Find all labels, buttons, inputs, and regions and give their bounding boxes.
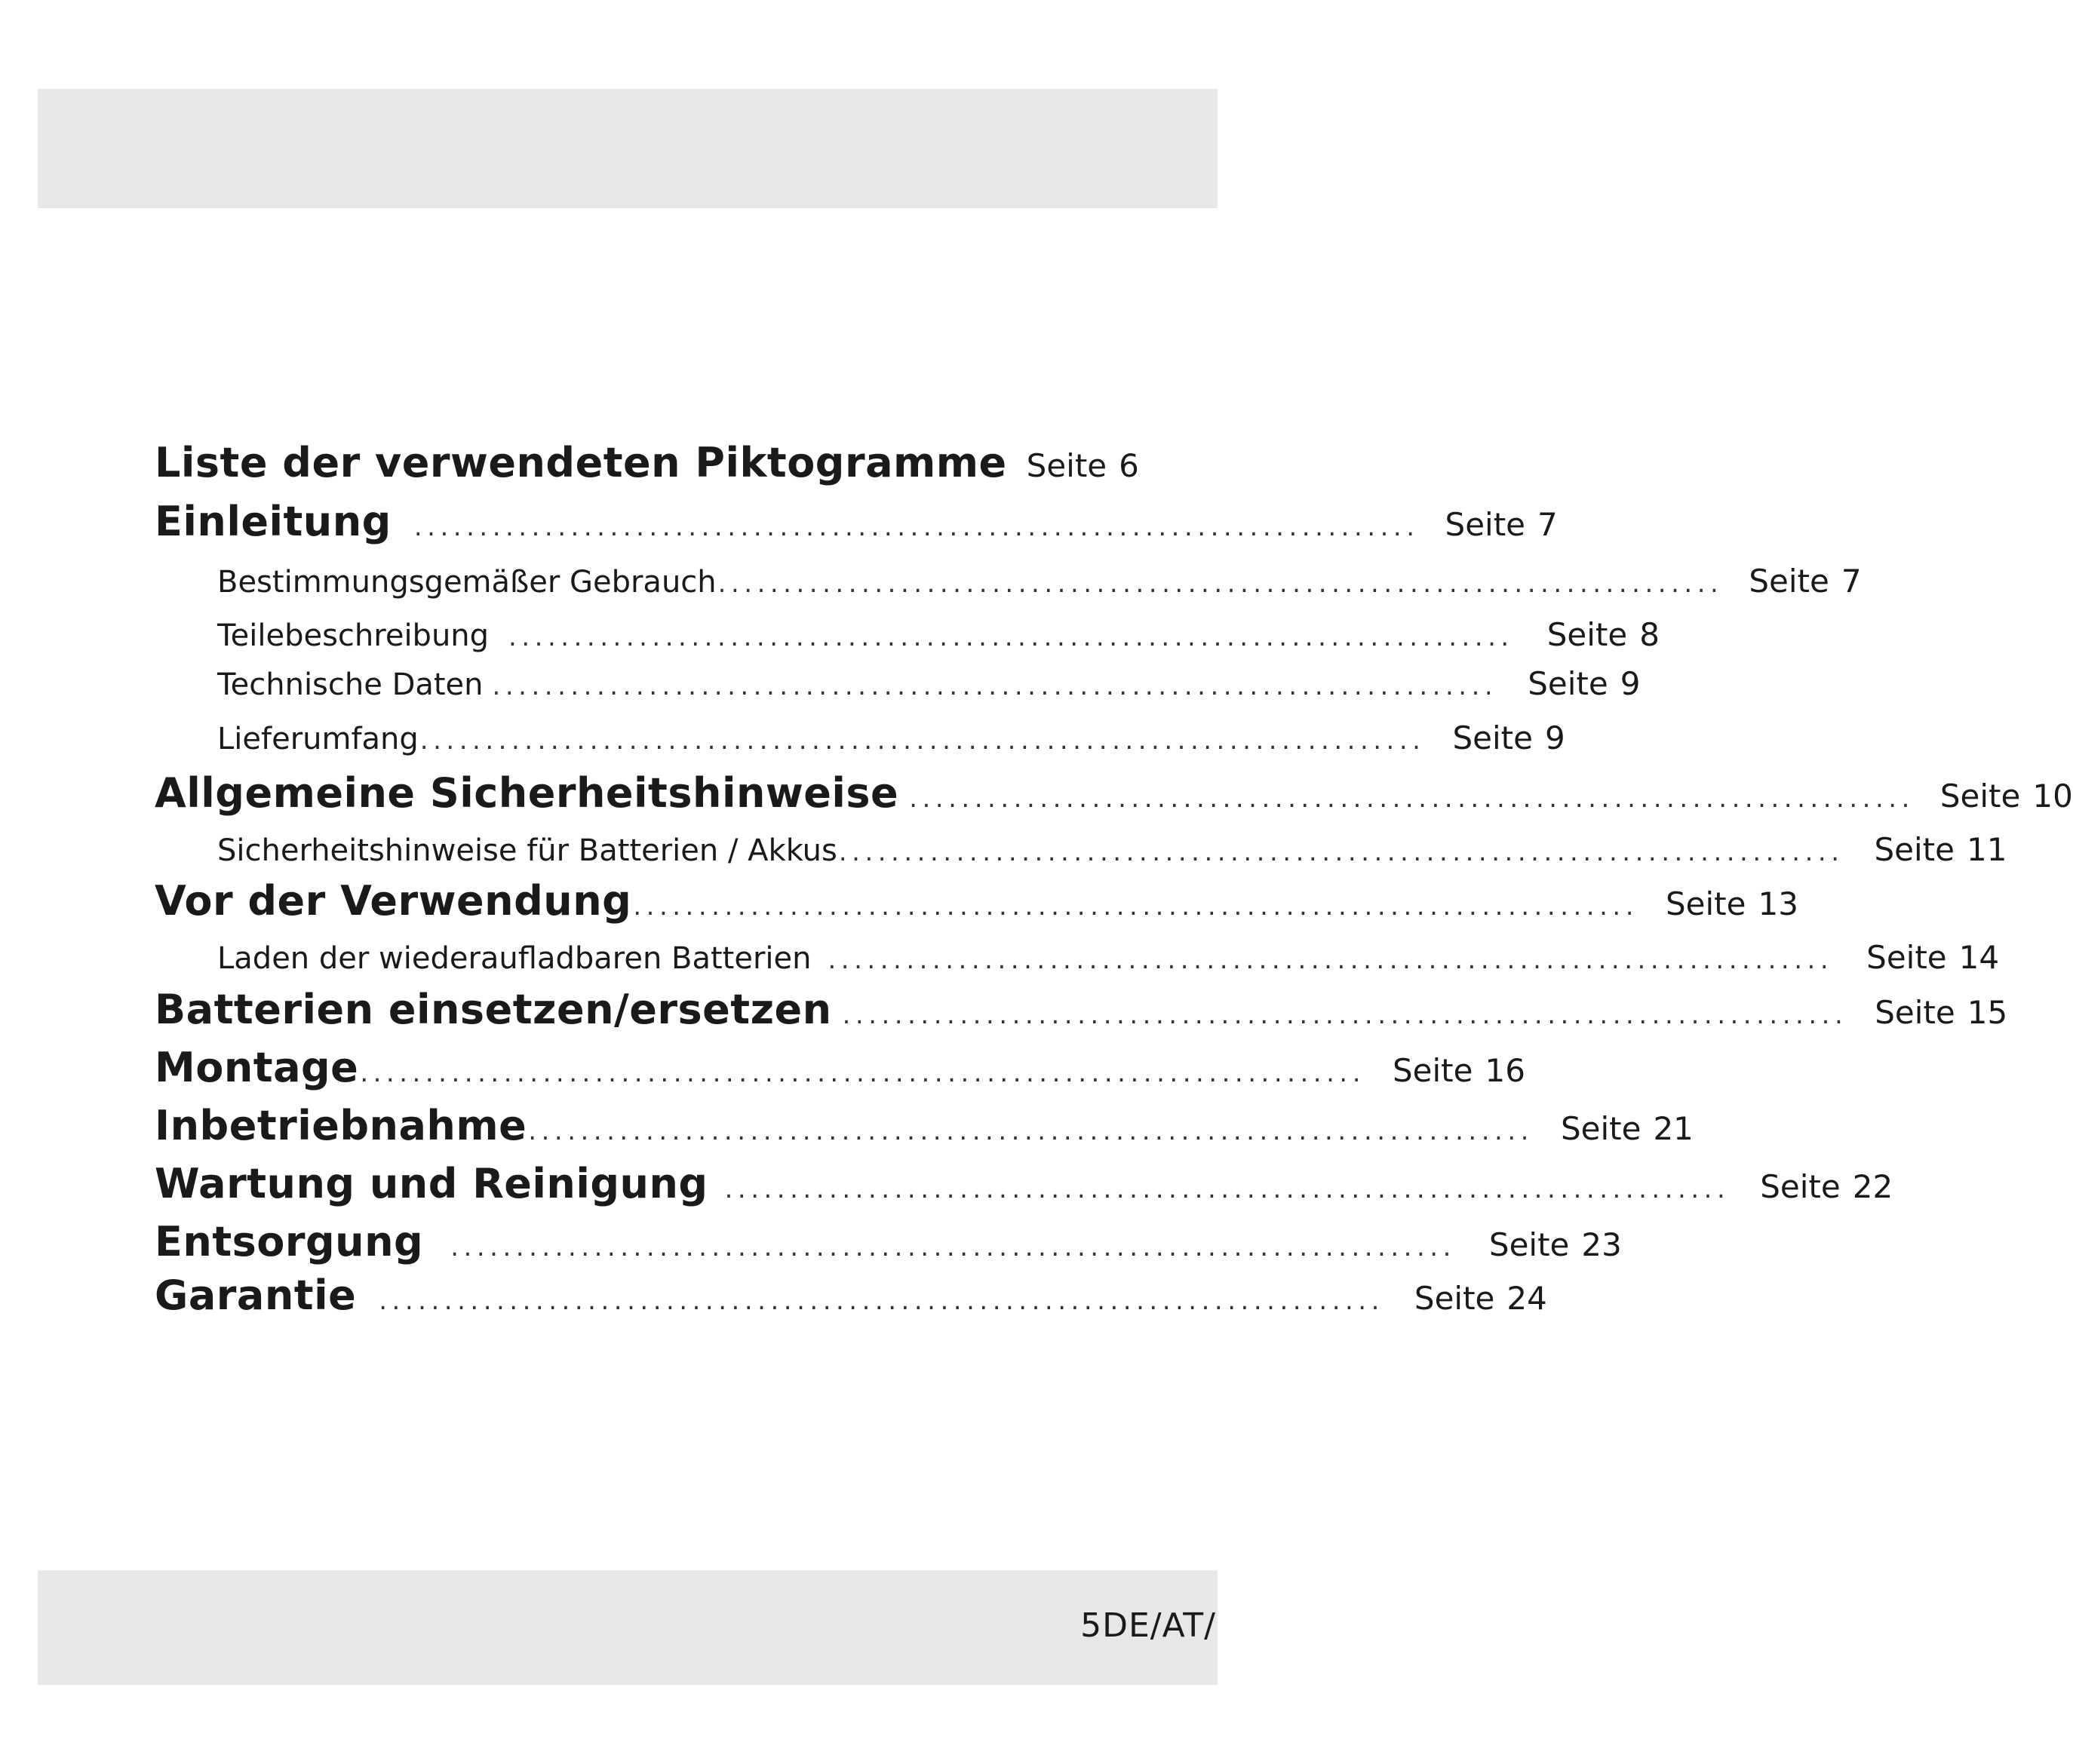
- toc-entry-title: Liste der verwendeten Piktogramme: [155, 439, 1007, 486]
- toc-entry-page: 9: [1620, 665, 1641, 702]
- toc-entry-sicherheitshinweise[interactable]: [155, 769, 2073, 817]
- toc-entry-title: Garantie: [155, 1272, 357, 1319]
- toc-entry-title: Batterien einsetzen/ersetzen: [155, 986, 832, 1033]
- toc-entry-seite: Seite: [1546, 616, 1628, 653]
- toc-entry-page: 10: [2032, 778, 2073, 815]
- toc-entry-page: 22: [1852, 1168, 1893, 1205]
- toc-entry-title: Allgemeine Sicherheitshinweise: [155, 769, 899, 817]
- toc-entry-seite: Seite: [1760, 1168, 1841, 1205]
- toc-entry-page: 9: [1544, 719, 1565, 756]
- toc-entry-lieferumfang[interactable]: [217, 719, 1565, 756]
- dot-leader: .............................................................................: [842, 1000, 1848, 1030]
- toc-entry-page: 23: [1581, 1226, 1622, 1263]
- toc-entry-seite: Seite: [1488, 1226, 1570, 1263]
- toc-entry-seite: Seite: [1866, 939, 1947, 976]
- toc-entry-title: Inbetriebnahme: [155, 1102, 527, 1149]
- toc-entry-page: 21: [1653, 1110, 1694, 1147]
- toc-entry-einleitung[interactable]: [155, 498, 1558, 545]
- dot-leader: .............................................................................: [508, 622, 1514, 652]
- dot-leader: .............................................................................: [419, 726, 1426, 756]
- toc-entry-title: Vor der Verwendung: [155, 877, 632, 925]
- dot-leader: .............................................................................: [838, 837, 1844, 867]
- toc-entry-page: 14: [1958, 939, 2000, 976]
- toc-entry-montage[interactable]: [155, 1044, 1525, 1091]
- dot-leader: .............................................................................: [909, 784, 1915, 814]
- toc-entry-page: 7: [1537, 506, 1558, 543]
- toc-entry-page: 13: [1758, 885, 1798, 922]
- toc-entry-page: 24: [1506, 1280, 1547, 1317]
- toc-entry-title: Lieferumfang: [217, 722, 419, 756]
- toc-entry-piktogramme[interactable]: [155, 439, 1139, 486]
- toc-entry-seite: Seite: [1393, 1052, 1473, 1089]
- toc-entry-seite: Seite: [1560, 1110, 1642, 1147]
- dot-leader: .............................................................................: [633, 891, 1639, 922]
- toc-entry-technische-daten[interactable]: [217, 665, 1641, 702]
- toc-entry-inbetriebnahme[interactable]: [155, 1102, 1694, 1149]
- toc-entry-page: 6: [1119, 447, 1139, 484]
- dot-leader: .............................................................................: [828, 945, 1834, 975]
- toc-entry-vor-der-verwendung[interactable]: [155, 877, 1798, 925]
- toc-entry-seite: Seite: [1874, 831, 1955, 868]
- dot-leader: .............................................................................: [717, 569, 1724, 599]
- toc-entry-title: Einleitung: [155, 498, 392, 545]
- toc-entry-seite: Seite: [1875, 994, 1955, 1031]
- toc-entry-seite: Seite: [1026, 447, 1107, 484]
- toc-entry-page: 8: [1639, 616, 1660, 653]
- toc-entry-page: 16: [1485, 1052, 1525, 1089]
- footer-band: [38, 1570, 1218, 1685]
- dot-leader: .............................................................................: [450, 1232, 1456, 1262]
- toc-entry-page: 15: [1967, 994, 2008, 1031]
- toc-entry-title: Wartung und Reinigung: [155, 1160, 708, 1207]
- dot-leader: .............................................................................: [379, 1286, 1384, 1316]
- page-number: 5DE/AT/: [1080, 1606, 1216, 1645]
- toc-entry-title: Teilebeschreibung: [217, 618, 490, 653]
- dot-leader: .............................................................................: [360, 1058, 1365, 1088]
- toc-entry-seite: Seite: [1445, 506, 1526, 543]
- toc-entry-entsorgung[interactable]: [155, 1218, 1622, 1265]
- dot-leader: .............................................................................: [413, 512, 1420, 542]
- dot-leader: .............................................................................: [724, 1174, 1731, 1204]
- toc-entry-title: Bestimmungsgemäßer Gebrauch: [217, 565, 717, 600]
- toc-entry-batterien-einsetzen[interactable]: [155, 986, 2008, 1033]
- toc-entry-page: 11: [1967, 831, 2007, 868]
- toc-entry-seite: Seite: [1666, 885, 1746, 922]
- toc-entry-seite: Seite: [1749, 563, 1829, 600]
- toc-entry-sicherheit-batterien[interactable]: [217, 831, 2007, 868]
- toc-entry-title: Sicherheitshinweise für Batterien / Akkus: [217, 833, 837, 868]
- toc-entry-teilebeschreibung[interactable]: [217, 616, 1660, 653]
- toc-entry-title: Montage: [155, 1044, 359, 1091]
- toc-entry-seite: Seite: [1414, 1280, 1495, 1317]
- toc-entry-seite: Seite: [1939, 778, 2021, 815]
- toc-entry-title: Laden der wiederaufladbaren Batterien: [217, 941, 812, 976]
- toc-entry-title: Technische Daten: [217, 667, 484, 702]
- toc-entry-seite: Seite: [1452, 719, 1533, 756]
- toc-entry-page: 7: [1841, 563, 1862, 600]
- toc-entry-wartung[interactable]: [155, 1160, 1893, 1207]
- toc-entry-title: Entsorgung: [155, 1218, 424, 1265]
- toc-entry-seite: Seite: [1528, 665, 1608, 702]
- dot-leader: .............................................................................: [492, 671, 1498, 701]
- toc-entry-gebrauch[interactable]: [217, 563, 1862, 600]
- toc-entry-laden[interactable]: [217, 939, 2000, 976]
- dot-leader: .............................................................................: [528, 1116, 1534, 1146]
- toc-entry-garantie[interactable]: [155, 1272, 1547, 1319]
